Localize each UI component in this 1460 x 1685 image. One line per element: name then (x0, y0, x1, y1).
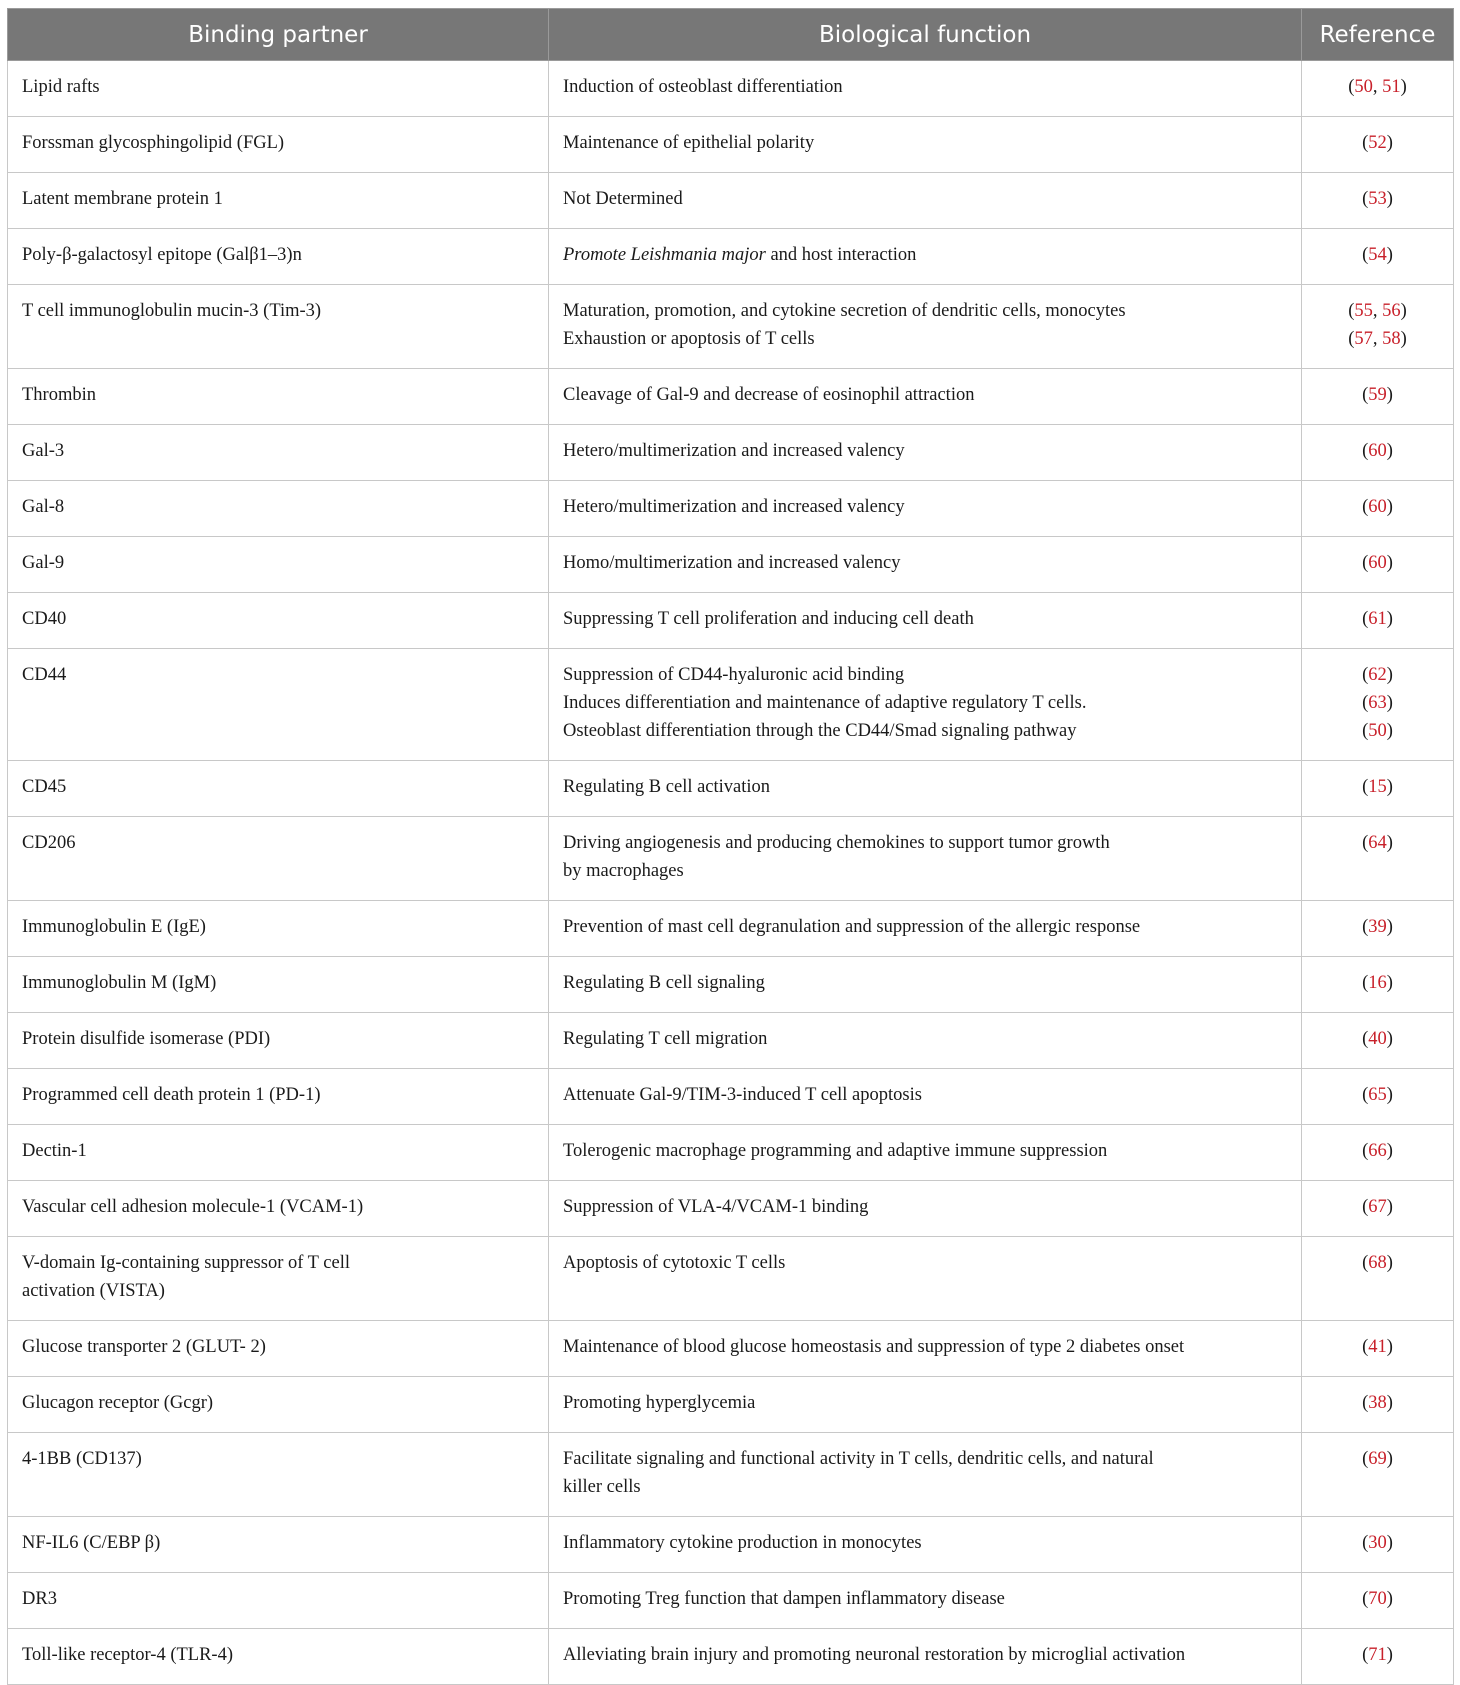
table-row (8, 61, 1454, 117)
biological-function-cell (549, 1013, 1302, 1069)
reference-cell (1302, 1433, 1454, 1517)
reference-cell (1302, 817, 1454, 901)
reference-number: 15 (1368, 777, 1387, 797)
biological-function-cell (549, 1237, 1302, 1321)
reference-number: 59 (1368, 385, 1387, 405)
table-row (8, 1321, 1454, 1377)
function-line (563, 241, 1287, 269)
biological-function-cell (549, 1377, 1302, 1433)
binding-partner-cell: Forssman glycosphingolipid (FGL) (8, 117, 549, 173)
biological-function-cell (549, 1629, 1302, 1685)
table-row (8, 1181, 1454, 1237)
biological-function-cell (549, 1125, 1302, 1181)
biological-function-cell (549, 1433, 1302, 1517)
table-row (8, 173, 1454, 229)
function-line: Attenuate Gal-9/TIM-3-induced T cell apoptosis (563, 1085, 922, 1105)
reference-number: 61 (1368, 609, 1387, 629)
function-line: Regulating B cell signaling (563, 973, 765, 993)
binding-partner-cell: Toll-like receptor-4 (TLR-4) (8, 1629, 549, 1685)
function-line: Maturation, promotion, and cytokine secretion of dendritic cells, monocytes (563, 301, 1126, 321)
table-row (8, 229, 1454, 285)
table-row (8, 1433, 1454, 1517)
function-line: Promoting Treg function that dampen inflammatory disease (563, 1589, 1005, 1609)
reference-line: (63) (1362, 693, 1393, 713)
function-line: Exhaustion or apoptosis of T cells (563, 329, 815, 349)
binding-partner-cell: Poly-β-galactosyl epitope (Galβ1–3)n (8, 229, 549, 285)
reference-line: (64) (1362, 833, 1393, 853)
binding-partner-cell: CD206 (8, 817, 549, 901)
reference-cell (1302, 1013, 1454, 1069)
reference-cell (1302, 1069, 1454, 1125)
function-line: Induction of osteoblast differentiation (563, 77, 843, 97)
table-row (8, 1069, 1454, 1125)
reference-line: (52) (1362, 133, 1393, 153)
binding-partner-cell: Glucose transporter 2 (GLUT- 2) (8, 1321, 549, 1377)
table-row (8, 1629, 1454, 1685)
reference-number: 58 (1382, 329, 1401, 349)
table-row (8, 481, 1454, 537)
reference-number: 38 (1368, 1393, 1387, 1413)
reference-line: (61) (1362, 609, 1393, 629)
reference-number: 57 (1354, 329, 1373, 349)
binding-partner-cell: CD44 (8, 649, 549, 761)
function-line: Cleavage of Gal-9 and decrease of eosinophil attraction (563, 385, 975, 405)
reference-number: 41 (1368, 1337, 1387, 1357)
reference-number: 51 (1382, 77, 1401, 97)
reference-number: 66 (1368, 1141, 1387, 1161)
reference-line: (38) (1362, 1393, 1393, 1413)
reference-cell (1302, 1573, 1454, 1629)
biological-function-cell (549, 537, 1302, 593)
biological-function-cell (549, 649, 1302, 761)
reference-number: 53 (1368, 189, 1387, 209)
reference-number: 60 (1368, 553, 1387, 573)
reference-cell (1302, 1629, 1454, 1685)
function-line: Facilitate signaling and functional activity in T cells, dendritic cells, and natural killer cells (563, 1449, 1154, 1497)
reference-cell (1302, 61, 1454, 117)
biological-function-cell (549, 369, 1302, 425)
biological-function-cell (549, 481, 1302, 537)
reference-number: 50 (1368, 721, 1387, 741)
function-line: Homo/multimerization and increased valency (563, 553, 901, 573)
reference-number: 60 (1368, 441, 1387, 461)
function-line: Prevention of mast cell degranulation and suppression of the allergic response (563, 917, 1141, 937)
table-row (8, 425, 1454, 481)
reference-line: (40) (1362, 1029, 1393, 1049)
reference-cell (1302, 1237, 1454, 1321)
biological-function-cell (549, 761, 1302, 817)
table-row (8, 369, 1454, 425)
reference-number: 63 (1368, 693, 1387, 713)
function-line: Promoting hyperglycemia (563, 1393, 756, 1413)
binding-partner-cell: CD45 (8, 761, 549, 817)
binding-partner-cell: Glucagon receptor (Gcgr) (8, 1377, 549, 1433)
binding-partner-cell: Dectin-1 (8, 1125, 549, 1181)
reference-number: 62 (1368, 665, 1387, 685)
function-line: Hetero/multimerization and increased valency (563, 497, 905, 517)
reference-number: 54 (1368, 245, 1387, 265)
table-row (8, 1237, 1454, 1321)
reference-line: (41) (1362, 1337, 1393, 1357)
reference-line: (16) (1362, 973, 1393, 993)
biological-function-cell (549, 61, 1302, 117)
binding-partner-cell: DR3 (8, 1573, 549, 1629)
reference-number: 30 (1368, 1533, 1387, 1553)
function-line: Suppression of VLA-4/VCAM-1 binding (563, 1197, 869, 1217)
binding-partner-cell: Programmed cell death protein 1 (PD-1) (8, 1069, 549, 1125)
header-reference: Reference (1302, 9, 1454, 61)
reference-number: 65 (1368, 1085, 1387, 1105)
table-row (8, 537, 1454, 593)
function-line: Suppression of CD44-hyaluronic acid binding (563, 665, 905, 685)
reference-line: (30) (1362, 1533, 1393, 1553)
function-line: Inflammatory cytokine production in monocytes (563, 1533, 922, 1553)
reference-cell (1302, 173, 1454, 229)
reference-number: 67 (1368, 1197, 1387, 1217)
reference-cell (1302, 901, 1454, 957)
reference-number: 50 (1354, 77, 1373, 97)
table-row (8, 901, 1454, 957)
biological-function-cell (549, 1181, 1302, 1237)
table-row (8, 1517, 1454, 1573)
reference-number: 55 (1354, 301, 1373, 321)
reference-cell (1302, 481, 1454, 537)
reference-cell (1302, 1377, 1454, 1433)
function-line: Hetero/multimerization and increased valency (563, 441, 905, 461)
reference-cell (1302, 1125, 1454, 1181)
binding-partner-cell: Gal-9 (8, 537, 549, 593)
reference-number: 40 (1368, 1029, 1387, 1049)
reference-cell (1302, 117, 1454, 173)
reference-cell (1302, 1517, 1454, 1573)
biological-function-cell (549, 229, 1302, 285)
biological-function-cell (549, 1517, 1302, 1573)
reference-line: (62) (1362, 665, 1393, 685)
table-row (8, 957, 1454, 1013)
reference-line: (50, 51) (1348, 77, 1407, 97)
biological-function-cell (549, 1573, 1302, 1629)
biological-function-cell (549, 1069, 1302, 1125)
function-line: Tolerogenic macrophage programming and adaptive immune suppression (563, 1141, 1108, 1161)
reference-line: (60) (1362, 553, 1393, 573)
function-line: Induces differentiation and maintenance of adaptive regulatory T cells. (563, 693, 1087, 713)
reference-number: 56 (1382, 301, 1401, 321)
reference-number: 39 (1368, 917, 1387, 937)
binding-partner-cell: Latent membrane protein 1 (8, 173, 549, 229)
reference-cell (1302, 761, 1454, 817)
biological-function-cell (549, 425, 1302, 481)
binding-partner-cell: Immunoglobulin E (IgE) (8, 901, 549, 957)
reference-number: 64 (1368, 833, 1387, 853)
binding-partner-cell: Thrombin (8, 369, 549, 425)
reference-cell (1302, 369, 1454, 425)
function-line: Regulating B cell activation (563, 777, 771, 797)
reference-cell (1302, 1321, 1454, 1377)
binding-partner-cell: Gal-3 (8, 425, 549, 481)
reference-cell (1302, 229, 1454, 285)
binding-partner-cell: Vascular cell adhesion molecule-1 (VCAM-1) (8, 1181, 549, 1237)
reference-line: (54) (1362, 245, 1393, 265)
function-line: Suppressing T cell proliferation and inducing cell death (563, 609, 974, 629)
reference-line: (60) (1362, 441, 1393, 461)
table-row (8, 1013, 1454, 1069)
binding-partner-cell: V-domain Ig-containing suppressor of T cell activation (VISTA) (8, 1237, 549, 1321)
header-row (8, 9, 1454, 61)
reference-line: (15) (1362, 777, 1393, 797)
table-row (8, 649, 1454, 761)
function-text: and host interaction (765, 245, 917, 265)
function-line: Driving angiogenesis and producing chemokines to support tumor growth by macrophages (563, 833, 1110, 881)
reference-cell (1302, 957, 1454, 1013)
table-row (8, 593, 1454, 649)
binding-partner-cell: NF-IL6 (C/EBP β) (8, 1517, 549, 1573)
reference-line: (67) (1362, 1197, 1393, 1217)
biological-function-cell (549, 1321, 1302, 1377)
reference-number: 71 (1368, 1645, 1387, 1665)
reference-line: (60) (1362, 497, 1393, 517)
table-body (8, 61, 1454, 1685)
reference-number: 69 (1368, 1449, 1387, 1469)
reference-line: (39) (1362, 917, 1393, 937)
table-row (8, 117, 1454, 173)
function-line: Regulating T cell migration (563, 1029, 768, 1049)
reference-cell (1302, 593, 1454, 649)
reference-number: 60 (1368, 497, 1387, 517)
reference-number: 68 (1368, 1253, 1387, 1273)
reference-line: (66) (1362, 1141, 1393, 1161)
function-line: Maintenance of blood glucose homeostasis and suppression of type 2 diabetes onset (563, 1337, 1185, 1357)
table-row (8, 1125, 1454, 1181)
reference-line: (68) (1362, 1253, 1393, 1273)
reference-cell (1302, 1181, 1454, 1237)
reference-line: (50) (1362, 721, 1393, 741)
binding-partner-cell: Immunoglobulin M (IgM) (8, 957, 549, 1013)
function-line: Osteoblast differentiation through the CD44/Smad signaling pathway (563, 721, 1077, 741)
reference-cell (1302, 285, 1454, 369)
reference-line: (53) (1362, 189, 1393, 209)
binding-partner-cell: Lipid rafts (8, 61, 549, 117)
header-biological-function: Biological function (549, 9, 1302, 61)
reference-line: (70) (1362, 1589, 1393, 1609)
binding-partner-cell: Protein disulfide isomerase (PDI) (8, 1013, 549, 1069)
biological-function-cell (549, 285, 1302, 369)
reference-line: (59) (1362, 385, 1393, 405)
binding-partner-cell: CD40 (8, 593, 549, 649)
reference-line: (65) (1362, 1085, 1393, 1105)
reference-line: (69) (1362, 1449, 1393, 1469)
reference-line: (57, 58) (1348, 329, 1407, 349)
biological-function-cell (549, 117, 1302, 173)
reference-number: 52 (1368, 133, 1387, 153)
biological-function-cell (549, 817, 1302, 901)
reference-cell (1302, 425, 1454, 481)
function-line: Alleviating brain injury and promoting neuronal restoration by microglial activation (563, 1645, 1186, 1665)
function-line: Not Determined (563, 189, 683, 209)
biological-function-cell (549, 593, 1302, 649)
function-italic-text: Promote Leishmania major (563, 245, 766, 265)
biological-function-cell (549, 957, 1302, 1013)
binding-partner-cell: T cell immunoglobulin mucin-3 (Tim-3) (8, 285, 549, 369)
table-row (8, 1573, 1454, 1629)
reference-number: 16 (1368, 973, 1387, 993)
biological-function-cell (549, 173, 1302, 229)
binding-partner-cell: 4-1BB (CD137) (8, 1433, 549, 1517)
reference-cell (1302, 649, 1454, 761)
reference-line: (55, 56) (1348, 301, 1407, 321)
binding-partner-table (7, 8, 1454, 1685)
table-row (8, 1377, 1454, 1433)
binding-partner-cell: Gal-8 (8, 481, 549, 537)
table-row (8, 285, 1454, 369)
reference-number: 70 (1368, 1589, 1387, 1609)
header-binding-partner: Binding partner (8, 9, 549, 61)
table-row (8, 817, 1454, 901)
function-line: Apoptosis of cytotoxic T cells (563, 1253, 786, 1273)
function-line: Maintenance of epithelial polarity (563, 133, 815, 153)
biological-function-cell (549, 901, 1302, 957)
reference-line: (71) (1362, 1645, 1393, 1665)
reference-cell (1302, 537, 1454, 593)
table-row (8, 761, 1454, 817)
